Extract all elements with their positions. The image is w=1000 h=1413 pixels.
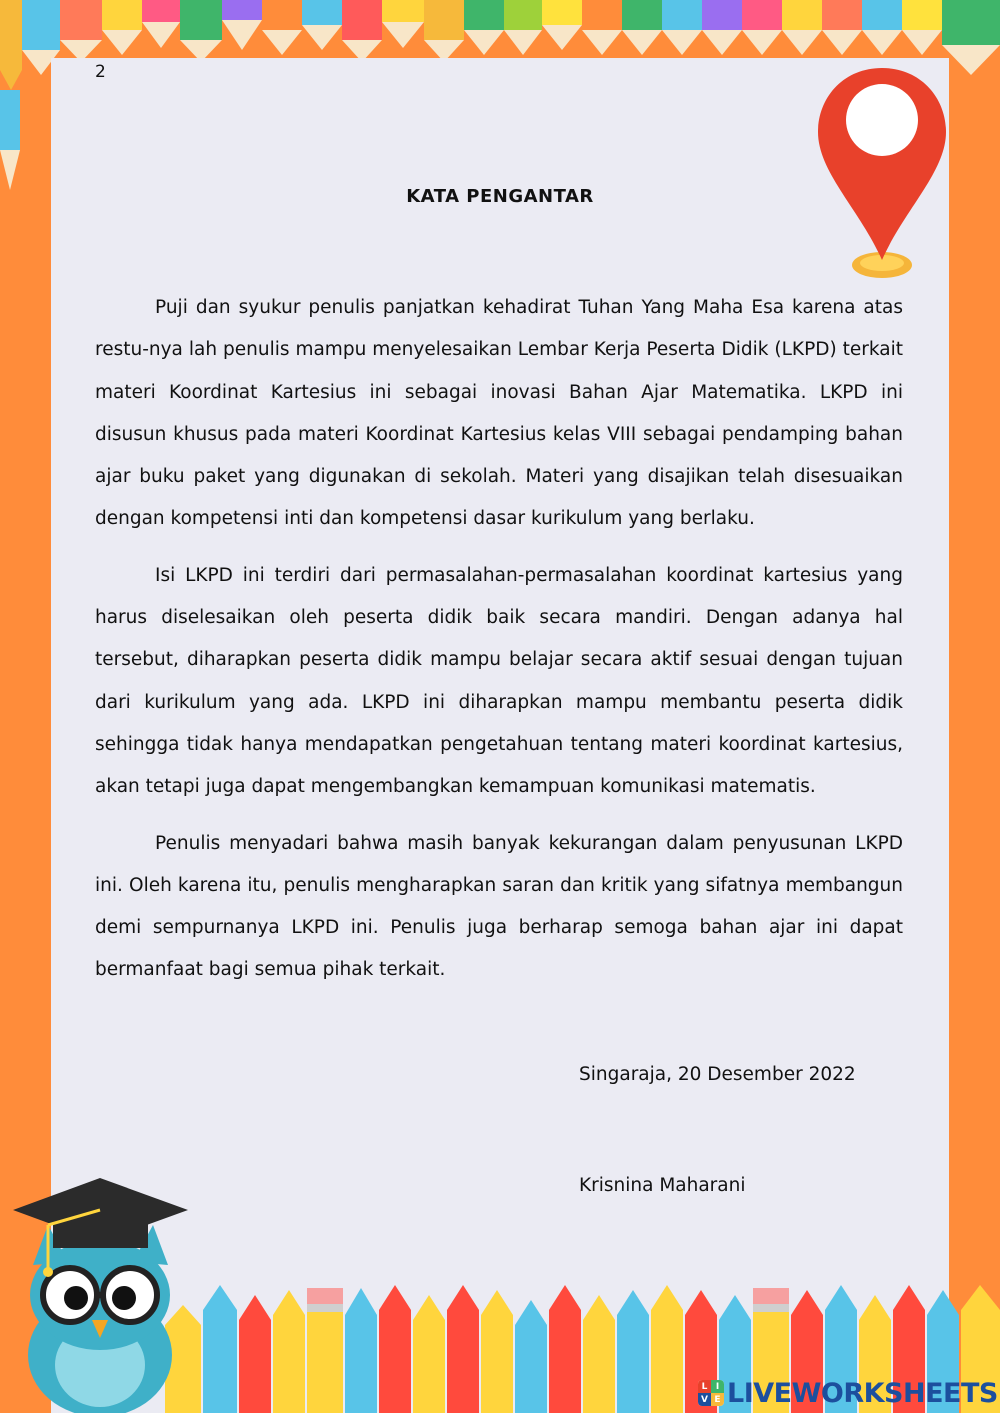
paragraph: Puji dan syukur penulis panjatkan kehadirat Tuhan Yang Maha Esa karena atas restu-nya lah penulis mampu menyelesaikan Lembar Kerja Peserta Didik (LKPD) terkait materi Koordinat Kartesius ini sebagai inovasi Bahan Ajar Matematika. LKPD ini disusun khusus pada materi Koordinat Kartesius kelas VIII sebagai pendamping bahan ajar buku paket yang digunakan di sekolah. Materi yang disajikan telah disesuaikan dengan kompetensi inti dan kompetensi dasar kurikulum yang berlaku.	[95, 297, 903, 530]
liveworksheets-logo-icon: L I V E	[698, 1380, 724, 1406]
side-pencil-icon	[0, 90, 51, 230]
location-pin-icon	[815, 60, 950, 285]
place-date: Singaraja, 20 Desember 2022	[579, 1064, 856, 1085]
document-body	[95, 287, 903, 1006]
page-title: KATA PENGANTAR	[406, 186, 594, 207]
page-number: 2	[95, 62, 106, 82]
watermark-text: LIVEWORKSHEETS	[727, 1377, 998, 1409]
signer-name: Krisnina Maharani	[579, 1175, 746, 1196]
paragraph: Isi LKPD ini terdiri dari permasalahan-permasalahan koordinat kartesius yang harus diselesaikan oleh peserta didik baik secara mandiri. Dengan adanya hal tersebut, diharapkan peserta didik mampu belajar secara aktif sesuai dengan tujuan dari kurikulum yang ada. LKPD ini diharapkan mampu membantu peserta didik sehingga tidak hanya mendapatkan pengetahuan tentang materi koordinat kartesius, akan tetapi juga dapat mengembangkan kemampuan komunikasi matematis.	[95, 564, 903, 798]
liveworksheets-watermark	[698, 1378, 998, 1408]
graduate-owl-icon	[8, 1170, 193, 1413]
paragraph: Penulis menyadari bahwa masih banyak kekurangan dalam penyusunan LKPD ini. Oleh karena itu, penulis mengharapkan saran dan kritik yang sifatnya membangun demi sempurnanya LKPD ini. Penulis juga berharap semoga bahan ajar ini dapat bermanfaat bagi semua pihak terkait.	[95, 832, 903, 981]
